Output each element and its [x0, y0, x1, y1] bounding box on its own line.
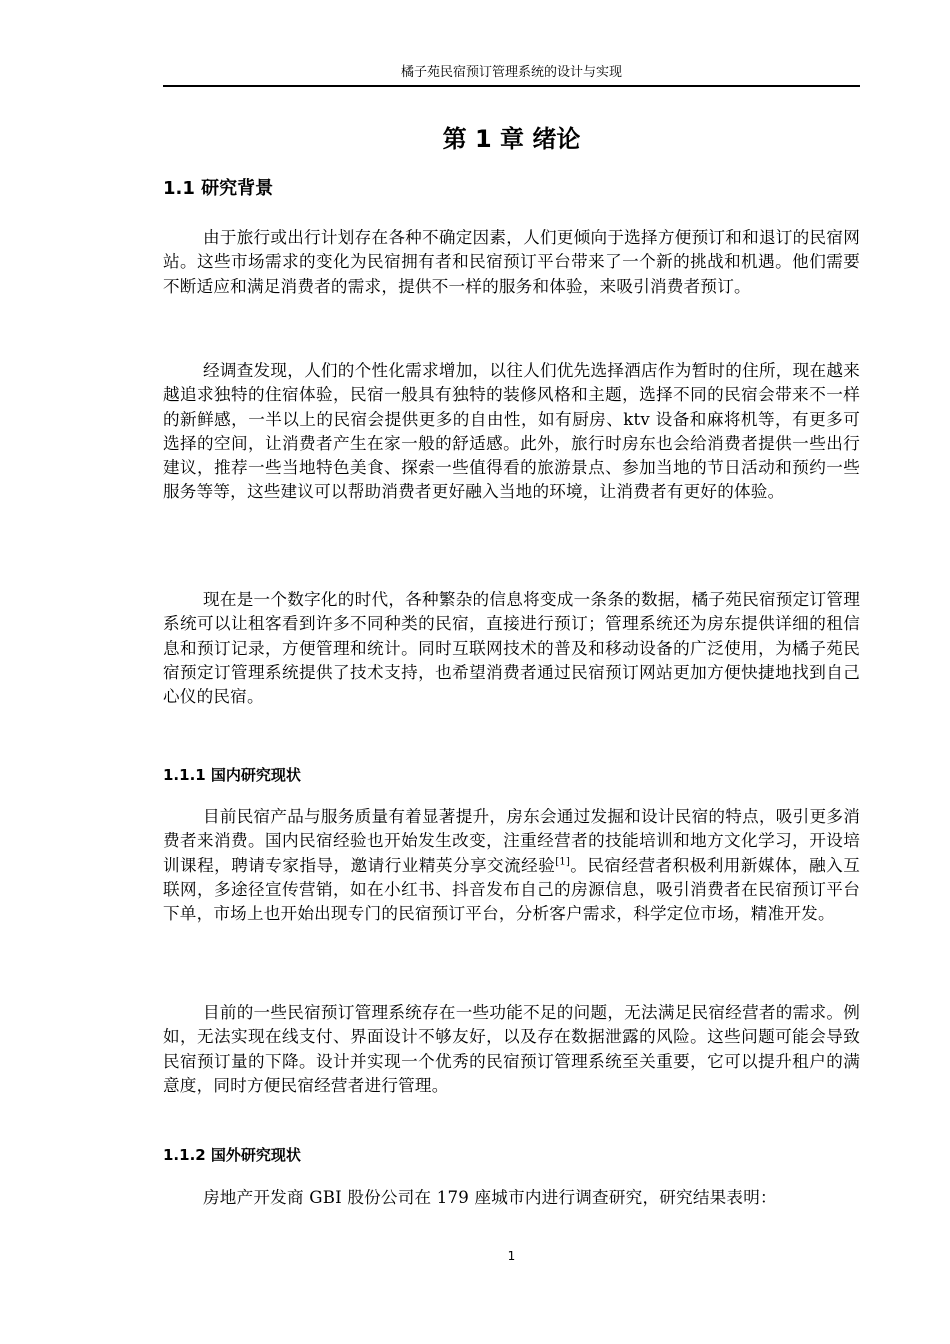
- paragraph-domestic-1-text-a: 目前民宿产品与服务质量有着显著提升，房东会通过发掘和设计民宿的特点，吸引更多消费者来消费。国内民宿经验也开始发生改变，注重经营者的技能培训和地方文化学习，开设培训课程，聘请专家指导，邀请行业精英分享交流经验: [163, 807, 860, 875]
- paragraph-domestic-1: [163, 805, 860, 926]
- section-heading-1-1: 1.1 研究背景: [163, 178, 274, 199]
- paragraph-foreign-1: 房地产开发商 GBI 股份公司在 179 座城市内进行调查研究，研究结果表明：: [203, 1188, 777, 1207]
- paragraph-background-3: 现在是一个数字化的时代，各种繁杂的信息将变成一条条的数据，橘子苑民宿预定订管理系统可以让租客看到许多不同种类的民宿，直接进行预订；管理系统还为房东提供详细的租信息和预订记录，方便管理和统计。同时互联网技术的普及和移动设备的广泛使用，为橘子苑民宿预定订管理系统提供了技术支持，也希望消费者通过民宿预订网站更加方便快捷地找到自己心仪的民宿。: [163, 590, 860, 707]
- chapter-title: 第 1 章 绪论: [442, 125, 581, 153]
- citation-marker: [1]: [555, 856, 571, 868]
- page-number: 1: [507, 1249, 516, 1263]
- paragraph-domestic-2: 目前的一些民宿预订管理系统存在一些功能不足的问题，无法满足民宿经营者的需求。例如，无法实现在线支付、界面设计不够友好，以及存在数据泄露的风险。这些问题可能会导致民宿预订量的下降。设计并实现一个优秀的民宿预订管理系统至关重要，它可以提升租户的满意度，同时方便民宿经营者进行管理。: [163, 1003, 860, 1095]
- section-heading-1-1-1: 1.1.1 国内研究现状: [163, 766, 301, 784]
- header-rule: [163, 85, 860, 87]
- paragraph-background-1: 由于旅行或出行计划存在各种不确定因素，人们更倾向于选择方便预订和和退订的民宿网站。这些市场需求的变化为民宿拥有者和民宿预订平台带来了一个新的挑战和机遇。他们需要不断适应和满足消费者的需求，提供不一样的服务和体验，来吸引消费者预订。: [163, 228, 860, 296]
- paragraph-domestic-1-text-b: 。民宿经营者积极利用新媒体，融入互联网，多途径宣传营销，如在小红书、抖音发布自己的房源信息，吸引消费者在民宿预订平台下单，市场上也开始出现专门的民宿预订平台，分析客户需求，科学定位市场，精准开发。: [163, 855, 860, 924]
- running-header: 橘子苑民宿预订管理系统的设计与实现: [400, 65, 622, 80]
- paragraph-background-2: 经调查发现，人们的个性化需求增加，以往人们优先选择酒店作为暂时的住所，现在越来越追求独特的住宿体验，民宿一般具有独特的装修风格和主题，选择不同的民宿会带来不一样的新鲜感，一半以上的民宿会提供更多的自由性，如有厨房、ktv 设备和麻将机等，有更多可选择的空间，让消费者产生在家一般的舒适感。此外，旅行时房东也会给消费者提供一些出行建议，推荐一些当地特色美食、探索一些值得看的旅游景点、参加当地的节日活动和预约一些服务等等，这些建议可以帮助消费者更好融入当地的环境，让消费者有更好的体验。: [163, 361, 860, 502]
- section-heading-1-1-2: 1.1.2 国外研究现状: [163, 1146, 301, 1164]
